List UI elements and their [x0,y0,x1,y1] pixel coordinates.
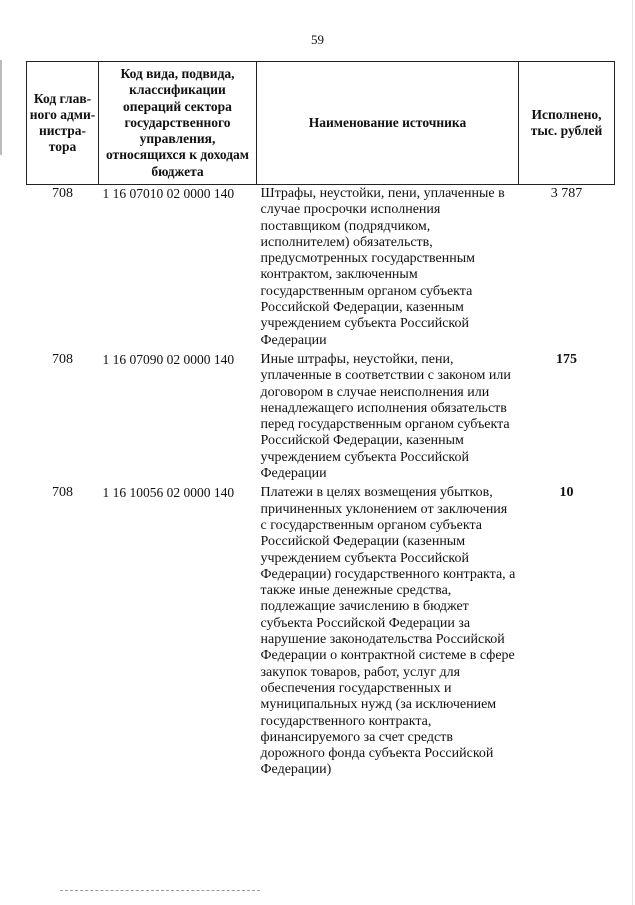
cell-source-name: Платежи в целях возмещения убытков, причиненных уклонением от заключения с государственным органом субъекта Российской Федерации (казенным учреждением субъекта Российской Федерации) государственного контракта, а также иные денежные средства, подлежащие зачислению в бюджет субъекта Российской Федерации за нарушение законодательства Российской Федерации о контрактной системе в сфере закупок товаров, работ, услуг для обеспечения государственных и муниципальных нужд (за исключением государственного контракта, финансируемого за счет средств дорожного фонда субъекта Российской Федерации) [260,485,516,778]
footer-rule [60,890,260,891]
header-amount: Исполнено, тыс. рублей [519,62,615,185]
cell-admin-code: 708 [52,351,73,367]
cell-admin-code: 708 [52,186,73,201]
page-number: 59 [311,32,324,47]
table-header [27,62,615,185]
cell-admin-code: 708 [52,485,73,501]
cell-source-name: Иные штрафы, неустойки, пени, уплаченные в соответствии с законом или договором в случае неисполнения или ненадлежащего исполнения обязательств перед государственным органом субъекта Российской Федерации, казенным учреждением субъекта Российской Федерации [260,351,511,482]
table-row [27,185,615,350]
scan-edge-line [632,0,633,905]
scan-edge-mark [0,60,2,155]
cell-classification-code: 1 16 10056 02 0000 140 [102,485,235,501]
header-classification-code: Код вида, подвида, классификации операций сектора государственного управления, относящихся к доходам бюджета [99,62,257,185]
header-admin-code: Код глав-ного адми-нистра-тора [27,62,99,185]
table-row [27,350,615,483]
table-row [27,483,615,779]
cell-amount: 175 [556,351,577,367]
cell-amount: 10 [559,485,574,501]
cell-classification-code: 1 16 07090 02 0000 140 [102,351,235,367]
header-source-name: Наименование источника [257,62,519,185]
cell-source-name: Штрафы, неустойки, пени, уплаченные в случае просрочки исполнения поставщиком (подрядчиком, исполнителем) обязательств, предусмотренных государственным контрактом, заключенным государственным органом субъекта Российской Федерации, казенным учреждением субъекта Российской Федерации [260,186,505,348]
revenue-table [26,61,615,780]
cell-classification-code: 1 16 07010 02 0000 140 [102,186,235,201]
cell-amount: 3 787 [550,186,583,201]
